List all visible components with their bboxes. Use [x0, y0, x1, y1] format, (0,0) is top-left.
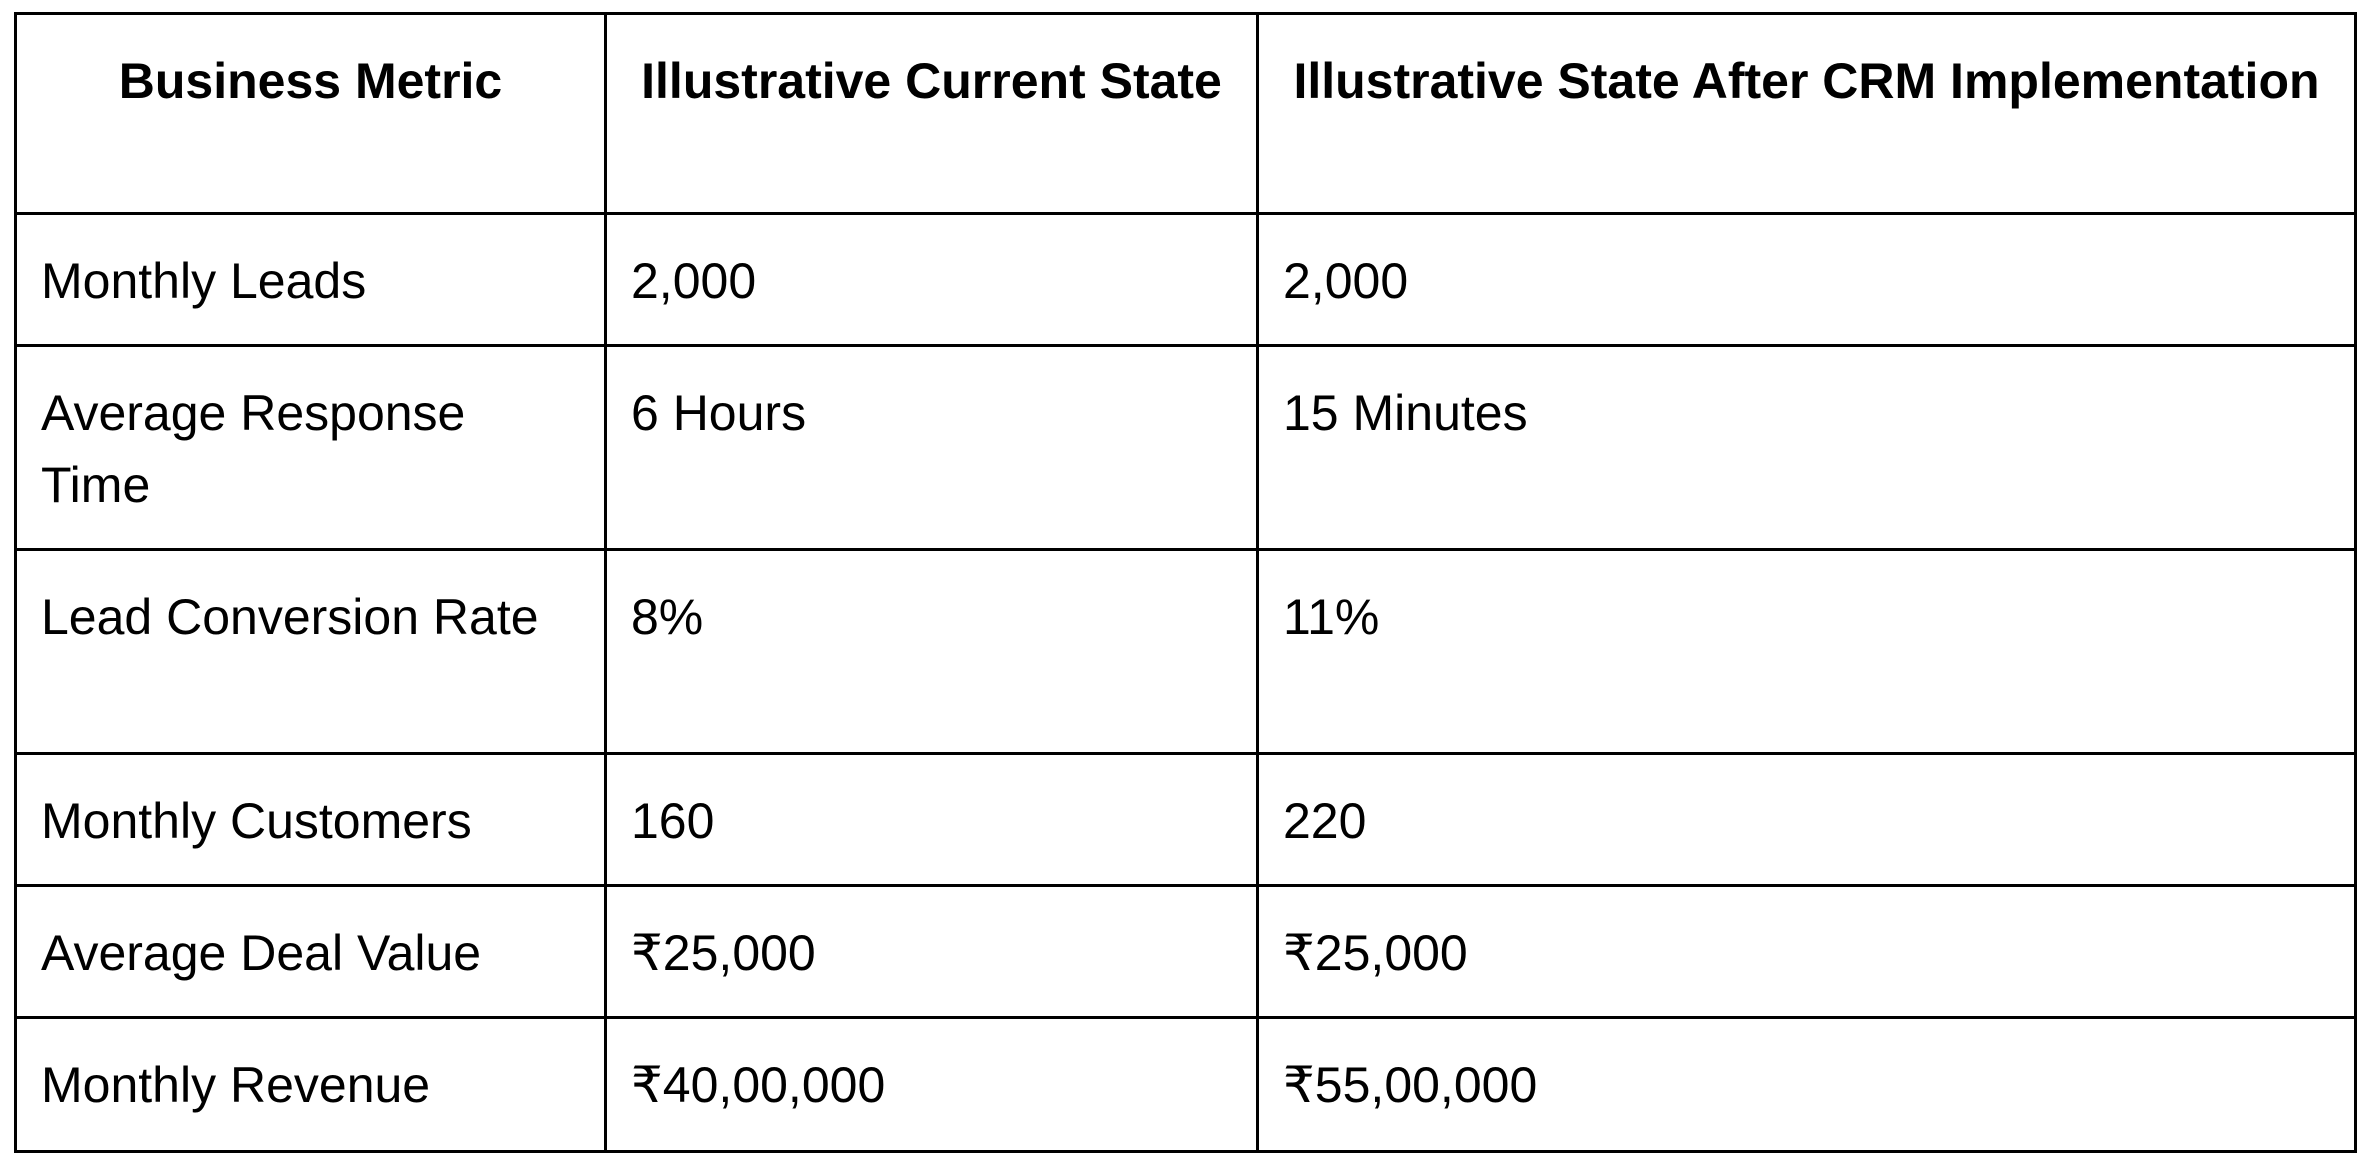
after-crm-value-cell: ₹55,00,000 [1258, 1018, 2356, 1152]
header-state-after-crm: Illustrative State After CRM Implementation [1258, 14, 2356, 214]
current-value-cell: 2,000 [606, 214, 1258, 346]
table-row [16, 550, 2356, 754]
current-value-cell: 160 [606, 754, 1258, 886]
table-row [16, 886, 2356, 1018]
header-business-metric: Business Metric [16, 14, 606, 214]
table-row [16, 214, 2356, 346]
header-current-state: Illustrative Current State [606, 14, 1258, 214]
table-row [16, 346, 2356, 550]
metric-name-cell: Monthly Leads [16, 214, 606, 346]
after-crm-value-cell: ₹25,000 [1258, 886, 2356, 1018]
table-row [16, 754, 2356, 886]
after-crm-value-cell: 220 [1258, 754, 2356, 886]
metric-name-cell: Lead Conversion Rate [16, 550, 606, 754]
metric-name-cell: Average Response Time [16, 346, 606, 550]
metric-name-cell: Monthly Revenue [16, 1018, 606, 1152]
current-value-cell: 6 Hours [606, 346, 1258, 550]
current-value-cell: ₹25,000 [606, 886, 1258, 1018]
metric-name-cell: Average Deal Value [16, 886, 606, 1018]
table-row [16, 1018, 2356, 1152]
metric-name-cell: Monthly Customers [16, 754, 606, 886]
current-value-cell: ₹40,00,000 [606, 1018, 1258, 1152]
crm-metrics-table [14, 12, 2357, 1153]
after-crm-value-cell: 15 Minutes [1258, 346, 2356, 550]
table-header-row [16, 14, 2356, 214]
after-crm-value-cell: 2,000 [1258, 214, 2356, 346]
current-value-cell: 8% [606, 550, 1258, 754]
after-crm-value-cell: 11% [1258, 550, 2356, 754]
